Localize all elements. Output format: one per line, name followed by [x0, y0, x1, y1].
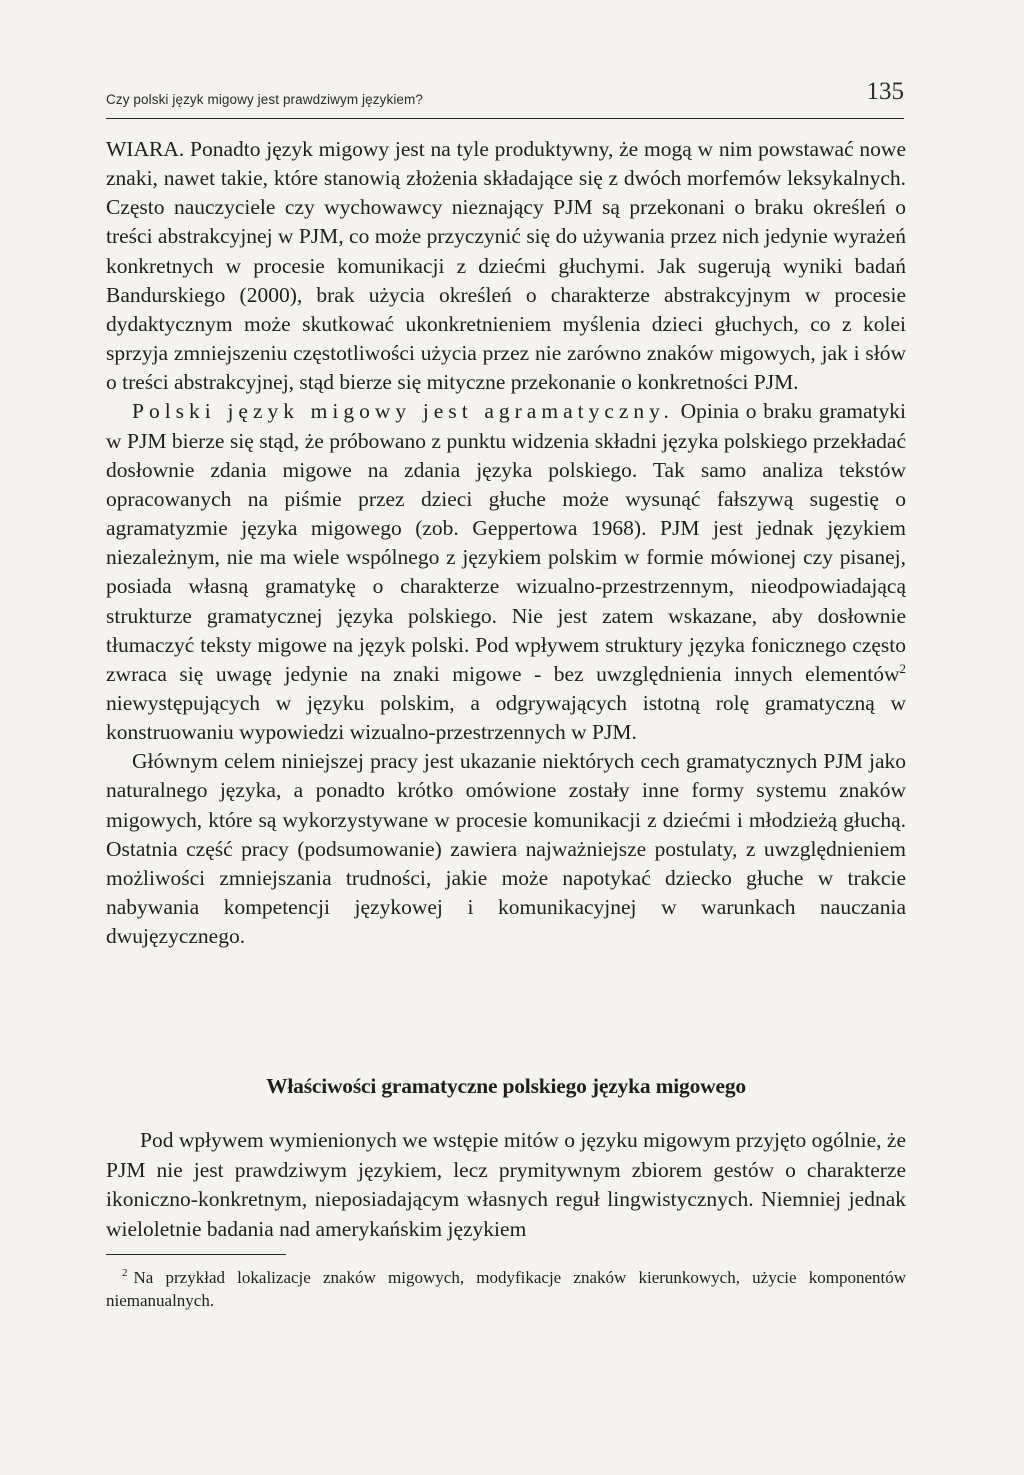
paragraph-cel-pracy: Głównym celem niniejszej pracy jest ukazanie niektórych cech gramatycznych PJM jako naturalnego języka, a ponadto krótko omówione zostały inne formy systemu znaków migowych, które są wykorzystywane w procesie komunikacji z dziećmi i młodzieżą głuchą. Ostatnia część pracy (podsumowanie) zawiera najważniejsze postulaty, z uwzględnieniem możliwości zmniejszania trudności, jakie może napotykać dziecko głuche w trakcie nabywania kompetencji językowej i komunikacyjnej w warunkach nauczania dwujęzycznego. — [106, 749, 906, 949]
footnote-marker: 2 — [122, 1267, 128, 1279]
page-number: 135 — [866, 78, 904, 105]
main-text — [106, 135, 906, 951]
paragraph-wiara: WIARA. Ponadto język migowy jest na tyle produktywny, że mogą w nim powstawać nowe znaki, nawet takie, które stanowią złożenia składające się z dwóch morfemów leksykalnych. Często nauczyciele czy wychowawcy nieznający PJM są przekonani o braku określeń o treści abstrakcyjnej w PJM, co może przyczynić się do używania przez nich jedynie wyrażeń konkretnych w procesie komunikacji z dziećmi głuchymi. Jak sugerują wyniki badań Bandurskiego (2000), brak użycia określeń o charakterze abstrakcyjnym w procesie dydaktycznym może skutkować ukonkretnieniem myślenia dzieci głuchych, co z kolei sprzyja zmniejszeniu częstotliwości użycia przez nie zarówno znaków migowych, jak i słów o treści abstrakcyjnej, stąd bierze się mityczne przekonanie o konkretności PJM. — [106, 137, 906, 395]
footnote-text: Na przykład lokalizacje znaków migowych, modyfikacje znaków kierunkowych, użycie komponentów niemanualnych. — [106, 1268, 906, 1310]
footnote-reference[interactable]: 2 — [899, 660, 906, 676]
footnote — [106, 1266, 906, 1312]
paragraph-text: Opinia o braku gramatyki w PJM bierze się stąd, że próbowano z punktu widzenia składni języka polskiego przekładać dosłownie zdania migowe na zdania języka polskiego. Tak samo analiza tekstów opracowanych na piśmie przez dzieci głuche może wysunąć fałszywą sugestię o agramatyzmie języka migowego (zob. Geppertowa 1968). PJM jest jednak językiem niezależnym, nie ma wiele wspólnego z językiem polskim w formie mówionej czy pisanej, posiada własną gramatykę o charakterze wizualno-przestrzennym, nieodpowiadającą strukturze gramatycznej języka polskiego. Nie jest zatem wskazane, aby dosłownie tłumaczyć teksty migowe na język polski. Pod wpływem struktury języka fonicznego często zwraca się uwagę jedynie na znaki migowe - bez uwzględnienia innych elementów — [106, 399, 906, 686]
paragraph-agramatyczny — [106, 397, 906, 747]
running-header — [106, 78, 904, 119]
running-title: Czy polski język migowy jest prawdziwym językiem? — [106, 92, 423, 107]
paragraph-section-intro: Pod wpływem wymienionych we wstępie mitów o języku migowym przyjęto ogólnie, że PJM nie jest prawdziwym językiem, lecz prymitywnym zbiorem gestów o charakterze ikoniczno-konkretnym, nieposiadającym własnych reguł lingwistycznych. Niemniej jednak wieloletnie badania nad amerykańskim językiem — [106, 1128, 906, 1241]
paragraph-text: niewystępujących w języku polskim, a odgrywających istotną rolę gramatyczną w konstruowaniu wypowiedzi wizualno-przestrzennych w PJM. — [106, 690, 906, 745]
spaced-emphasis: Polski język migowy jest agramatyczny. — [132, 399, 674, 424]
section-heading: Właściwości gramatyczne polskiego języka migowego — [266, 1074, 746, 1098]
footnote-divider — [106, 1254, 286, 1255]
section-text — [106, 1126, 906, 1244]
